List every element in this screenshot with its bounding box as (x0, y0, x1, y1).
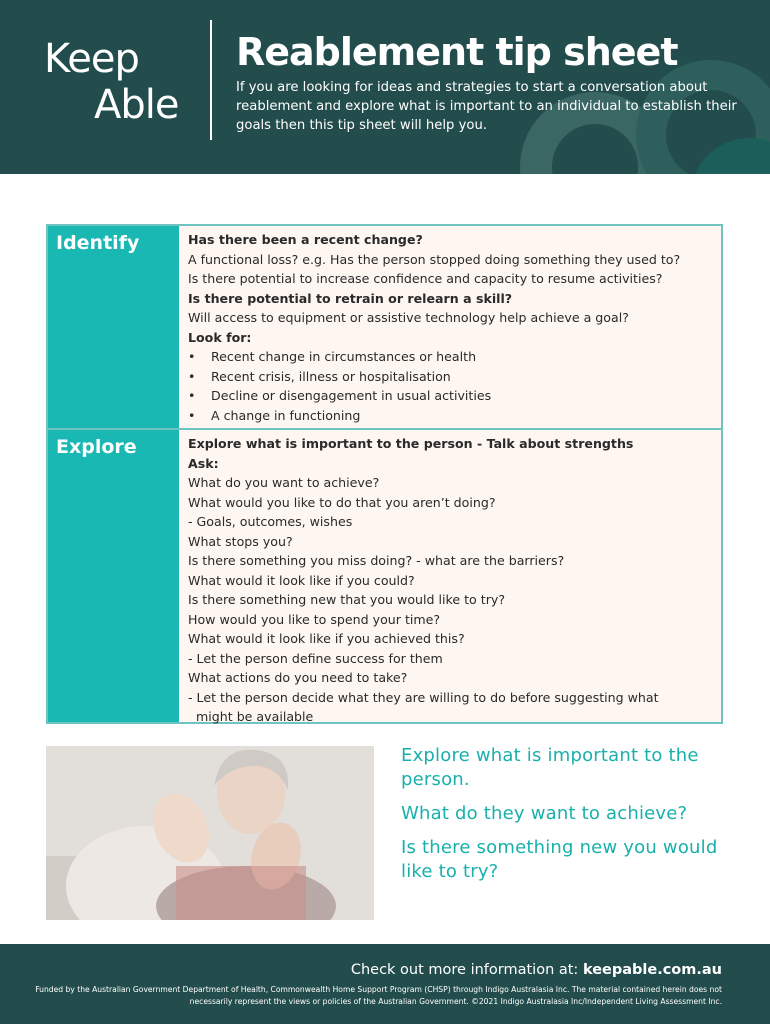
ask-heading: Ask: (188, 455, 219, 471)
identify-line: Is there potential to increase confidence and capacity to resume activities? (188, 271, 663, 286)
identify-question: Has there been a recent change? (188, 232, 423, 247)
header-banner (0, 0, 770, 174)
callout-line: Explore what is important to the person. (401, 745, 699, 790)
footer-cta (351, 962, 722, 978)
identify-question: Is there potential to retrain or relearn a skill? (188, 290, 513, 306)
bullet-text: Recent change in circumstances or health (211, 349, 477, 364)
intro-text: If you are looking for ideas and strategies to start a conversation about reablement and explore what is important to an individual to establish their goals then this tip sheet will help you. (236, 80, 737, 133)
explore-row (48, 428, 721, 722)
explore-line: How would you like to spend your time? (188, 611, 441, 627)
bullet-icon: • (188, 349, 196, 364)
bullet-item (188, 406, 715, 426)
explore-line: - Let the person decide what they are willing to do before suggesting what (188, 689, 659, 705)
identify-line: A functional loss? e.g. Has the person stopped doing something they used to? (188, 251, 681, 267)
explore-label: Explore (48, 430, 179, 722)
logo-line-1: Keep (44, 36, 139, 82)
page-title: Reablement tip sheet (236, 30, 678, 74)
bullet-item (188, 367, 715, 387)
bullet-item (188, 386, 715, 406)
bullet-icon: • (188, 407, 196, 423)
explore-line: What would you like to do that you aren’t doing? (188, 494, 496, 510)
logo-line-2: Able (94, 82, 179, 128)
callout-line: Is there something new you would like to try? (401, 837, 718, 882)
tip-table (46, 224, 723, 724)
cta-prefix: Check out more information at: (350, 962, 583, 978)
callout-text (401, 744, 731, 894)
explore-line: What would it look like if you could? (188, 572, 415, 588)
explore-line: - Let the person define success for them (188, 650, 443, 666)
look-for-heading: Look for: (188, 329, 252, 345)
bullet-icon: • (188, 368, 196, 384)
identify-line: Will access to equipment or assistive technology help achieve a goal? (188, 310, 629, 325)
identify-label: Identify (48, 226, 179, 428)
explore-line: What would it look like if you achieved this? (188, 631, 465, 646)
explore-heading: Explore what is important to the person - Talk about strengths (188, 436, 634, 451)
explore-content (179, 430, 721, 722)
identify-content (179, 226, 721, 428)
explore-line: might be available (188, 709, 314, 724)
explore-line: What actions do you need to take? (188, 670, 408, 685)
website-link[interactable]: keepable.com.au (582, 962, 722, 978)
explore-line: What stops you? (188, 533, 293, 549)
explore-line: Is there something new that you would like to try? (188, 592, 506, 607)
explore-line: - Goals, outcomes, wishes (188, 514, 353, 529)
header-divider (210, 20, 212, 140)
funding-disclaimer: Funded by the Australian Government Department of Health, Commonwealth Home Support Program (CHSP) through Indigo Australasia Inc. The material contained herein does not necessarily represent the views or policies of the Australian Government. ©2021 Indigo Australasia Inc/Independent Living Assessment Inc. (35, 985, 722, 1006)
explore-line: Is there something you miss doing? - what are the barriers? (188, 553, 565, 568)
bullet-text: A change in functioning (211, 407, 361, 423)
bullet-icon: • (188, 388, 196, 403)
explore-line: What do you want to achieve? (188, 475, 380, 490)
elderly-woman-photo (46, 746, 374, 920)
bullet-text: Recent crisis, illness or hospitalisation (211, 368, 451, 384)
callout-line: What do they want to achieve? (401, 803, 688, 824)
footer-banner (0, 944, 770, 1024)
keepable-logo[interactable] (44, 36, 178, 128)
bullet-item (188, 347, 715, 367)
photo-illustration (46, 746, 374, 920)
bullet-text: Decline or disengagement in usual activities (211, 388, 492, 403)
identify-row (48, 226, 721, 428)
